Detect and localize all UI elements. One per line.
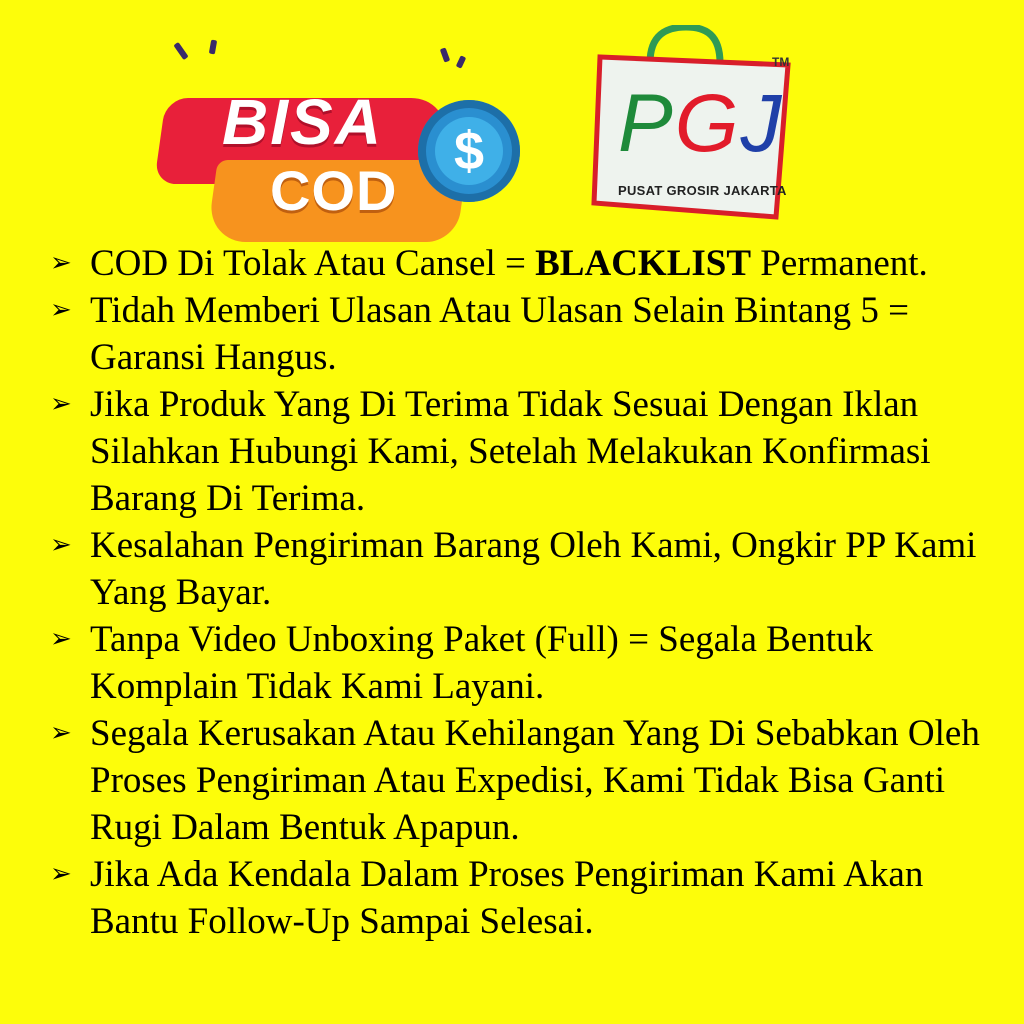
rule-text: COD Di Tolak Atau Cansel = bbox=[90, 243, 536, 284]
arrow-bullet-icon: ➢ bbox=[50, 389, 72, 419]
rule-text: Jika Ada Kendala Dalam Proses Pengiriman Kami Akan Bantu Follow-Up Sampai Selesai. bbox=[90, 854, 924, 942]
spark-icon bbox=[209, 40, 217, 55]
spark-icon bbox=[173, 42, 188, 60]
spark-icon bbox=[456, 55, 467, 68]
rule-text: Tanpa Video Unboxing Paket (Full) = Segala Bentuk Komplain Tidak Kami Layani. bbox=[90, 619, 873, 707]
arrow-bullet-icon: ➢ bbox=[50, 859, 72, 889]
rule-text: Tidah Memberi Ulasan Atau Ulasan Selain Bintang 5 = Garansi Hangus. bbox=[90, 290, 910, 378]
arrow-bullet-icon: ➢ bbox=[50, 530, 72, 560]
logo-header bbox=[0, 0, 1024, 235]
pgj-logo bbox=[588, 25, 798, 225]
rule-item bbox=[50, 287, 1000, 381]
pgj-letter-p: P bbox=[618, 78, 675, 169]
arrow-bullet-icon: ➢ bbox=[50, 295, 72, 325]
pgj-letter-g: G bbox=[674, 78, 741, 169]
rule-item bbox=[50, 240, 1000, 287]
store-rules-list bbox=[50, 240, 1000, 945]
rule-item bbox=[50, 522, 1000, 616]
rule-item bbox=[50, 710, 1000, 851]
trademark-mark: TM bbox=[772, 55, 790, 69]
rule-text: Permanent. bbox=[751, 243, 928, 284]
dollar-coin-icon bbox=[418, 100, 520, 202]
rule-item bbox=[50, 616, 1000, 710]
pgj-subtitle: PUSAT GROSIR JAKARTA bbox=[618, 183, 787, 198]
bisa-cod-logo bbox=[160, 30, 530, 230]
rule-item bbox=[50, 851, 1000, 945]
rule-text: Segala Kerusakan Atau Kehilangan Yang Di Sebabkan Oleh Proses Pengiriman Atau Expedisi, Kami Tidak Bisa Ganti Rugi Dalam Bentuk Apapun. bbox=[90, 713, 980, 848]
rule-item bbox=[50, 381, 1000, 522]
spark-icon bbox=[440, 47, 450, 62]
arrow-bullet-icon: ➢ bbox=[50, 248, 72, 278]
rule-emphasis: BLACKLIST bbox=[535, 243, 752, 284]
arrow-bullet-icon: ➢ bbox=[50, 624, 72, 654]
bisa-label: BISA bbox=[222, 86, 383, 158]
pgj-wordmark bbox=[618, 78, 784, 169]
rule-text: Jika Produk Yang Di Terima Tidak Sesuai Dengan Iklan Silahkan Hubungi Kami, Setelah Melakukan Konfirmasi Barang Di Terima. bbox=[90, 384, 931, 519]
arrow-bullet-icon: ➢ bbox=[50, 718, 72, 748]
rule-text: Kesalahan Pengiriman Barang Oleh Kami, Ongkir PP Kami Yang Bayar. bbox=[90, 525, 977, 613]
pgj-letter-j: J bbox=[740, 78, 784, 169]
dollar-symbol: $ bbox=[435, 117, 503, 185]
cod-label: COD bbox=[270, 159, 398, 222]
